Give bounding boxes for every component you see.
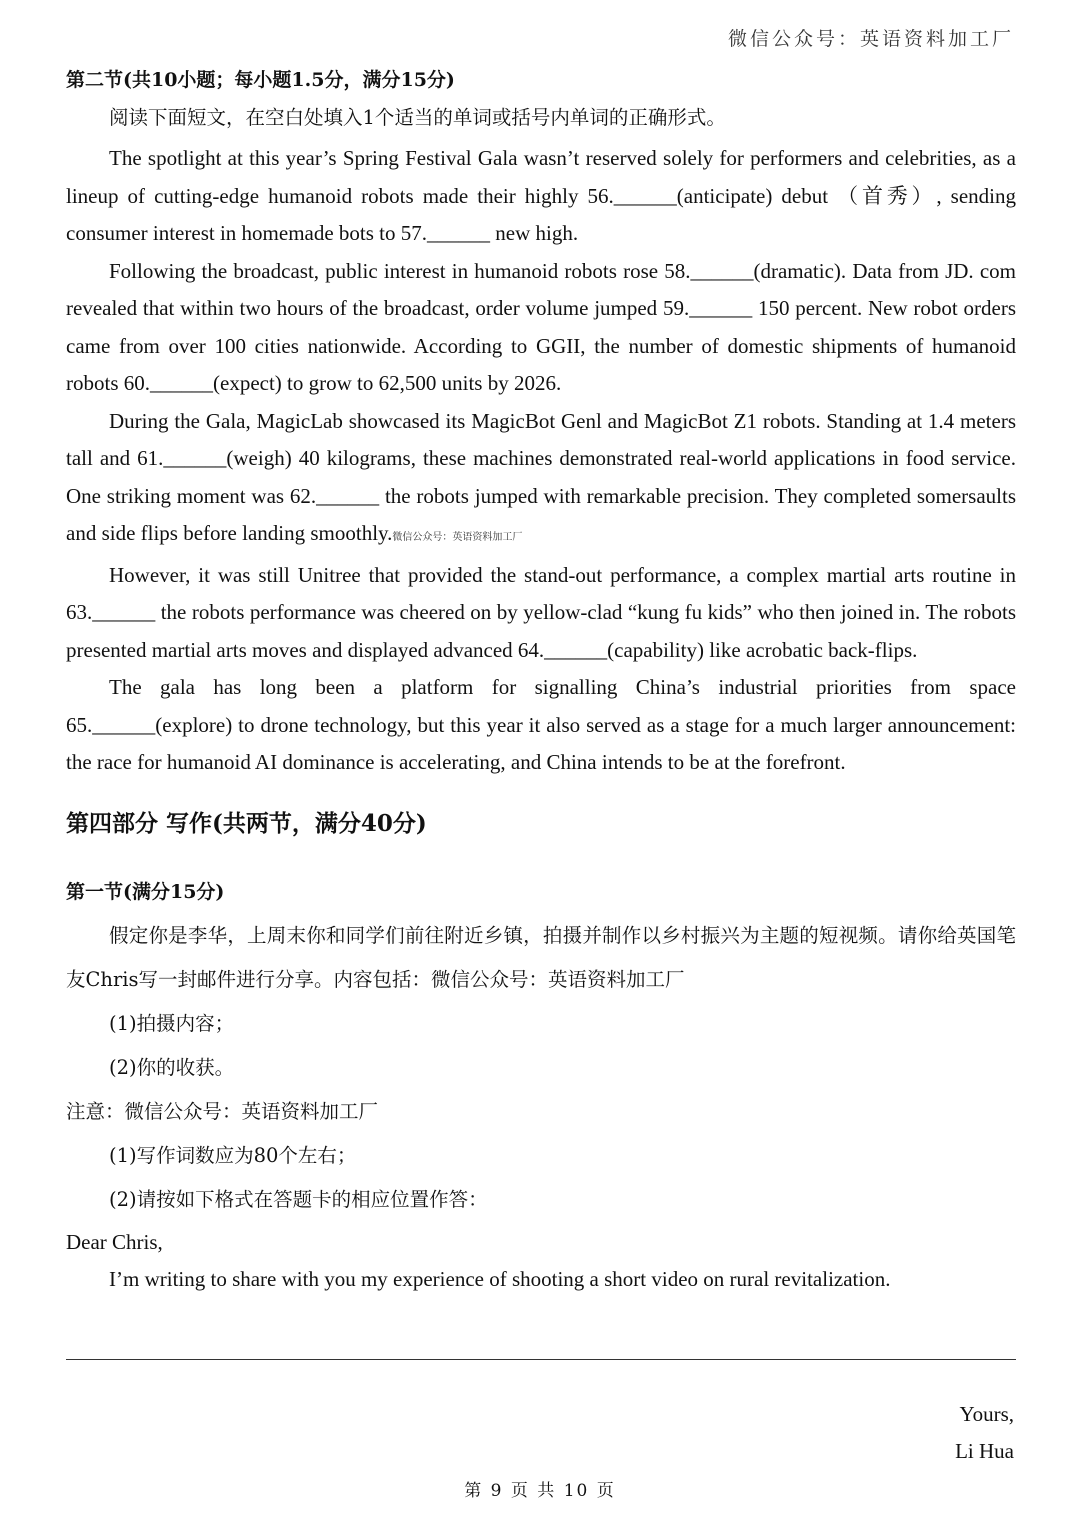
page-number: 第 9 页 共 10 页 [464, 1481, 616, 1501]
page-content [66, 64, 1016, 1299]
letter-signature: Li Hua [955, 1439, 1014, 1463]
letter-closing: Yours, [959, 1402, 1014, 1426]
inline-watermark: 微信公众号：英语资料加工厂 [392, 532, 523, 543]
letter-salutation: Dear Chris, [66, 1229, 163, 1254]
writing-section-1-title: 第一节(满分15分) [66, 880, 225, 903]
writing-notes-label: 注意：微信公众号：英语资料加工厂 [66, 1099, 379, 1123]
passage-paragraph-5: The gala has long been a platform for signalling China’s industrial priorities from space 65.______(explore) to drone technology, but this year it also served as a stage for a much larger announcement: the race for humanoid AI dominance is accelerating, and China intends to be at the forefront. [66, 675, 1016, 774]
passage-paragraph-3-text: During the Gala, MagicLab showcased its MagicBot Genl and MagicBot Z1 robots. Standing at 1.4 meters tall and 61.______(weigh) 40 kilograms, these machines demonstrated real-world applications in food service. One striking moment was 62.______ the robots jumped with remarkable precision. They completed somersaults and side flips before landing smoothly. [66, 408, 1016, 545]
section-2-instruction: 阅读下面短文，在空白处填入1个适当的单词或括号内单词的正确形式。 [109, 106, 726, 129]
passage-paragraph-3 [66, 403, 1016, 557]
writing-note-2: (2)请按如下格式在答题卡的相应位置作答： [109, 1187, 488, 1211]
passage-paragraph-1: The spotlight at this year’s Spring Festival Gala wasn’t reserved solely for performers and celebrities, as a lineup of cutting-edge humanoid robots made their highly 56.______(anticipate) debut （首秀）, sending consumer interest in homemade bots to 57.______ new high. [66, 146, 1016, 245]
section-2-title: 第二节(共10小题；每小题1.5分，满分15分) [66, 69, 455, 91]
writing-prompt: 假定你是李华，上周末你和同学们前往附近乡镇，拍摄并制作以乡村振兴为主题的短视频。请你给英国笔友Chris写一封邮件进行分享。内容包括：微信公众号：英语资料加工厂 [66, 923, 1016, 991]
writing-point-2: (2)你的收获。 [109, 1055, 235, 1079]
answer-line [66, 1359, 1016, 1360]
writing-note-1: (1)写作词数应为80个左右； [109, 1143, 357, 1167]
letter-opening: I’m writing to share with you my experience of shooting a short video on rural revitalization. [109, 1267, 891, 1291]
writing-point-1: (1)拍摄内容； [109, 1011, 235, 1035]
passage-paragraph-4: However, it was still Unitree that provided the stand-out performance, a complex martial arts routine in 63.______ the robots performance was cheered on by yellow-clad “kung fu kids” who then joined in. The robots presented martial arts moves and displayed advanced 64.______(capability) like acrobatic back-flips. [66, 562, 1016, 662]
letter-closing-block [955, 1396, 1014, 1470]
passage-paragraph-2: Following the broadcast, public interest in humanoid robots rose 58.______(dramatic). Data from JD. com revealed that within two hours of the broadcast, order volume jumped 59.______ 150 percent. New robot orders came from over 100 cities nationwide. According to GGII, the number of domestic shipments of humanoid robots 60.______(expect) to grow to 62,500 units by 2026. [66, 258, 1016, 395]
part-4-title: 第四部分 写作(共两节，满分40分) [66, 809, 427, 837]
header-watermark: 微信公众号：英语资料加工厂 [727, 28, 1014, 50]
